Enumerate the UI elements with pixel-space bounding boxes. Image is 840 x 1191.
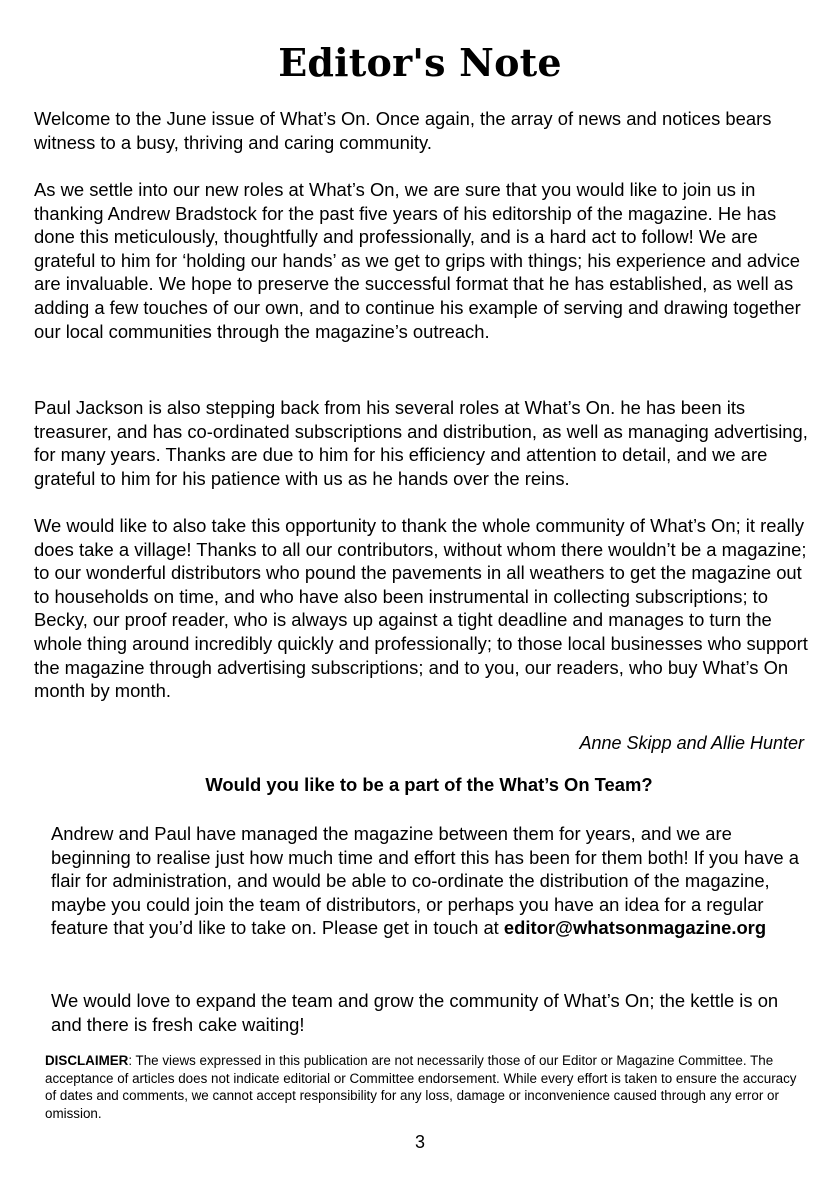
team-heading: Would you like to be a part of the What’s On Team?	[205, 774, 653, 795]
disclaimer-text: : The views expressed in this publication are not necessarily those of our Editor or Magazine Committee. The acceptance of articles does not indicate editorial or Committee endorsement. While every effort is taken to ensure the accuracy of dates and comments, we cannot accept responsibility for any loss, damage or inconvenience caused through any error or omission.	[45, 1053, 797, 1121]
editor-signature: Anne Skipp and Allie Hunter	[579, 733, 804, 753]
disclaimer	[45, 1052, 805, 1122]
team-paragraph	[51, 822, 811, 940]
disclaimer-label: DISCLAIMER	[45, 1053, 129, 1068]
editor-paragraph: Paul Jackson is also stepping back from his several roles at What’s On. he has been its treasurer, and has co-ordinated subscriptions and distribution, as well as managing advertising, for many years. Thanks are due to him for his efficiency and attention to detail, and we are grateful to him for his patience with us as he hands over the reins.	[34, 397, 808, 489]
page-number: 3	[414, 1132, 425, 1152]
page-title: Editor's Note	[278, 40, 562, 85]
team-paragraph: We would love to expand the team and grow the community of What’s On; the kettle is on and there is fresh cake waiting!	[51, 990, 779, 1035]
editor-paragraph: We would like to also take this opportunity to thank the whole community of What’s On; it really does take a village! Thanks to all our contributors, without whom there wouldn’t be a magazine; to our wonderful distributors who pound the pavements in all weathers to get the magazine out to households on time, and who have also been instrumental in collecting subscriptions; to Becky, our proof reader, who is always up against a tight deadline and manages to turn the whole thing around incredibly quickly and professionally; to those local businesses who support the magazine through advertising subscriptions; and to you, our readers, who buy What’s On month by month.	[34, 515, 808, 702]
editor-email-link[interactable]: editor@whatsonmagazine.org	[503, 917, 767, 939]
editor-paragraph: Welcome to the June issue of What’s On. Once again, the array of news and notices bears witness to a busy, thriving and caring community.	[34, 108, 772, 153]
editor-paragraph: As we settle into our new roles at What’s On, we are sure that you would like to join us in thanking Andrew Bradstock for the past five years of his editorship of the magazine. He has done this meticulously, thoughtfully and professionally, and is a hard act to follow! We are grateful to him for ‘holding our hands’ as we get to grips with things; his experience and advice are invaluable. We hope to preserve the successful format that he has established, as well as adding a few touches of our own, and to continue his example of serving and drawing together our local communities through the magazine’s outreach.	[34, 179, 801, 342]
team-paragraph-text: Andrew and Paul have managed the magazine between them for years, and we are beginning to realise just how much time and effort this has been for them both! If you have a flair for administration, and would be able to co-ordinate the distribution of the magazine, maybe you could join the team of distributors, or perhaps you have an idea for a regular feature that you’d like to take on. Please get in touch at	[51, 823, 799, 939]
